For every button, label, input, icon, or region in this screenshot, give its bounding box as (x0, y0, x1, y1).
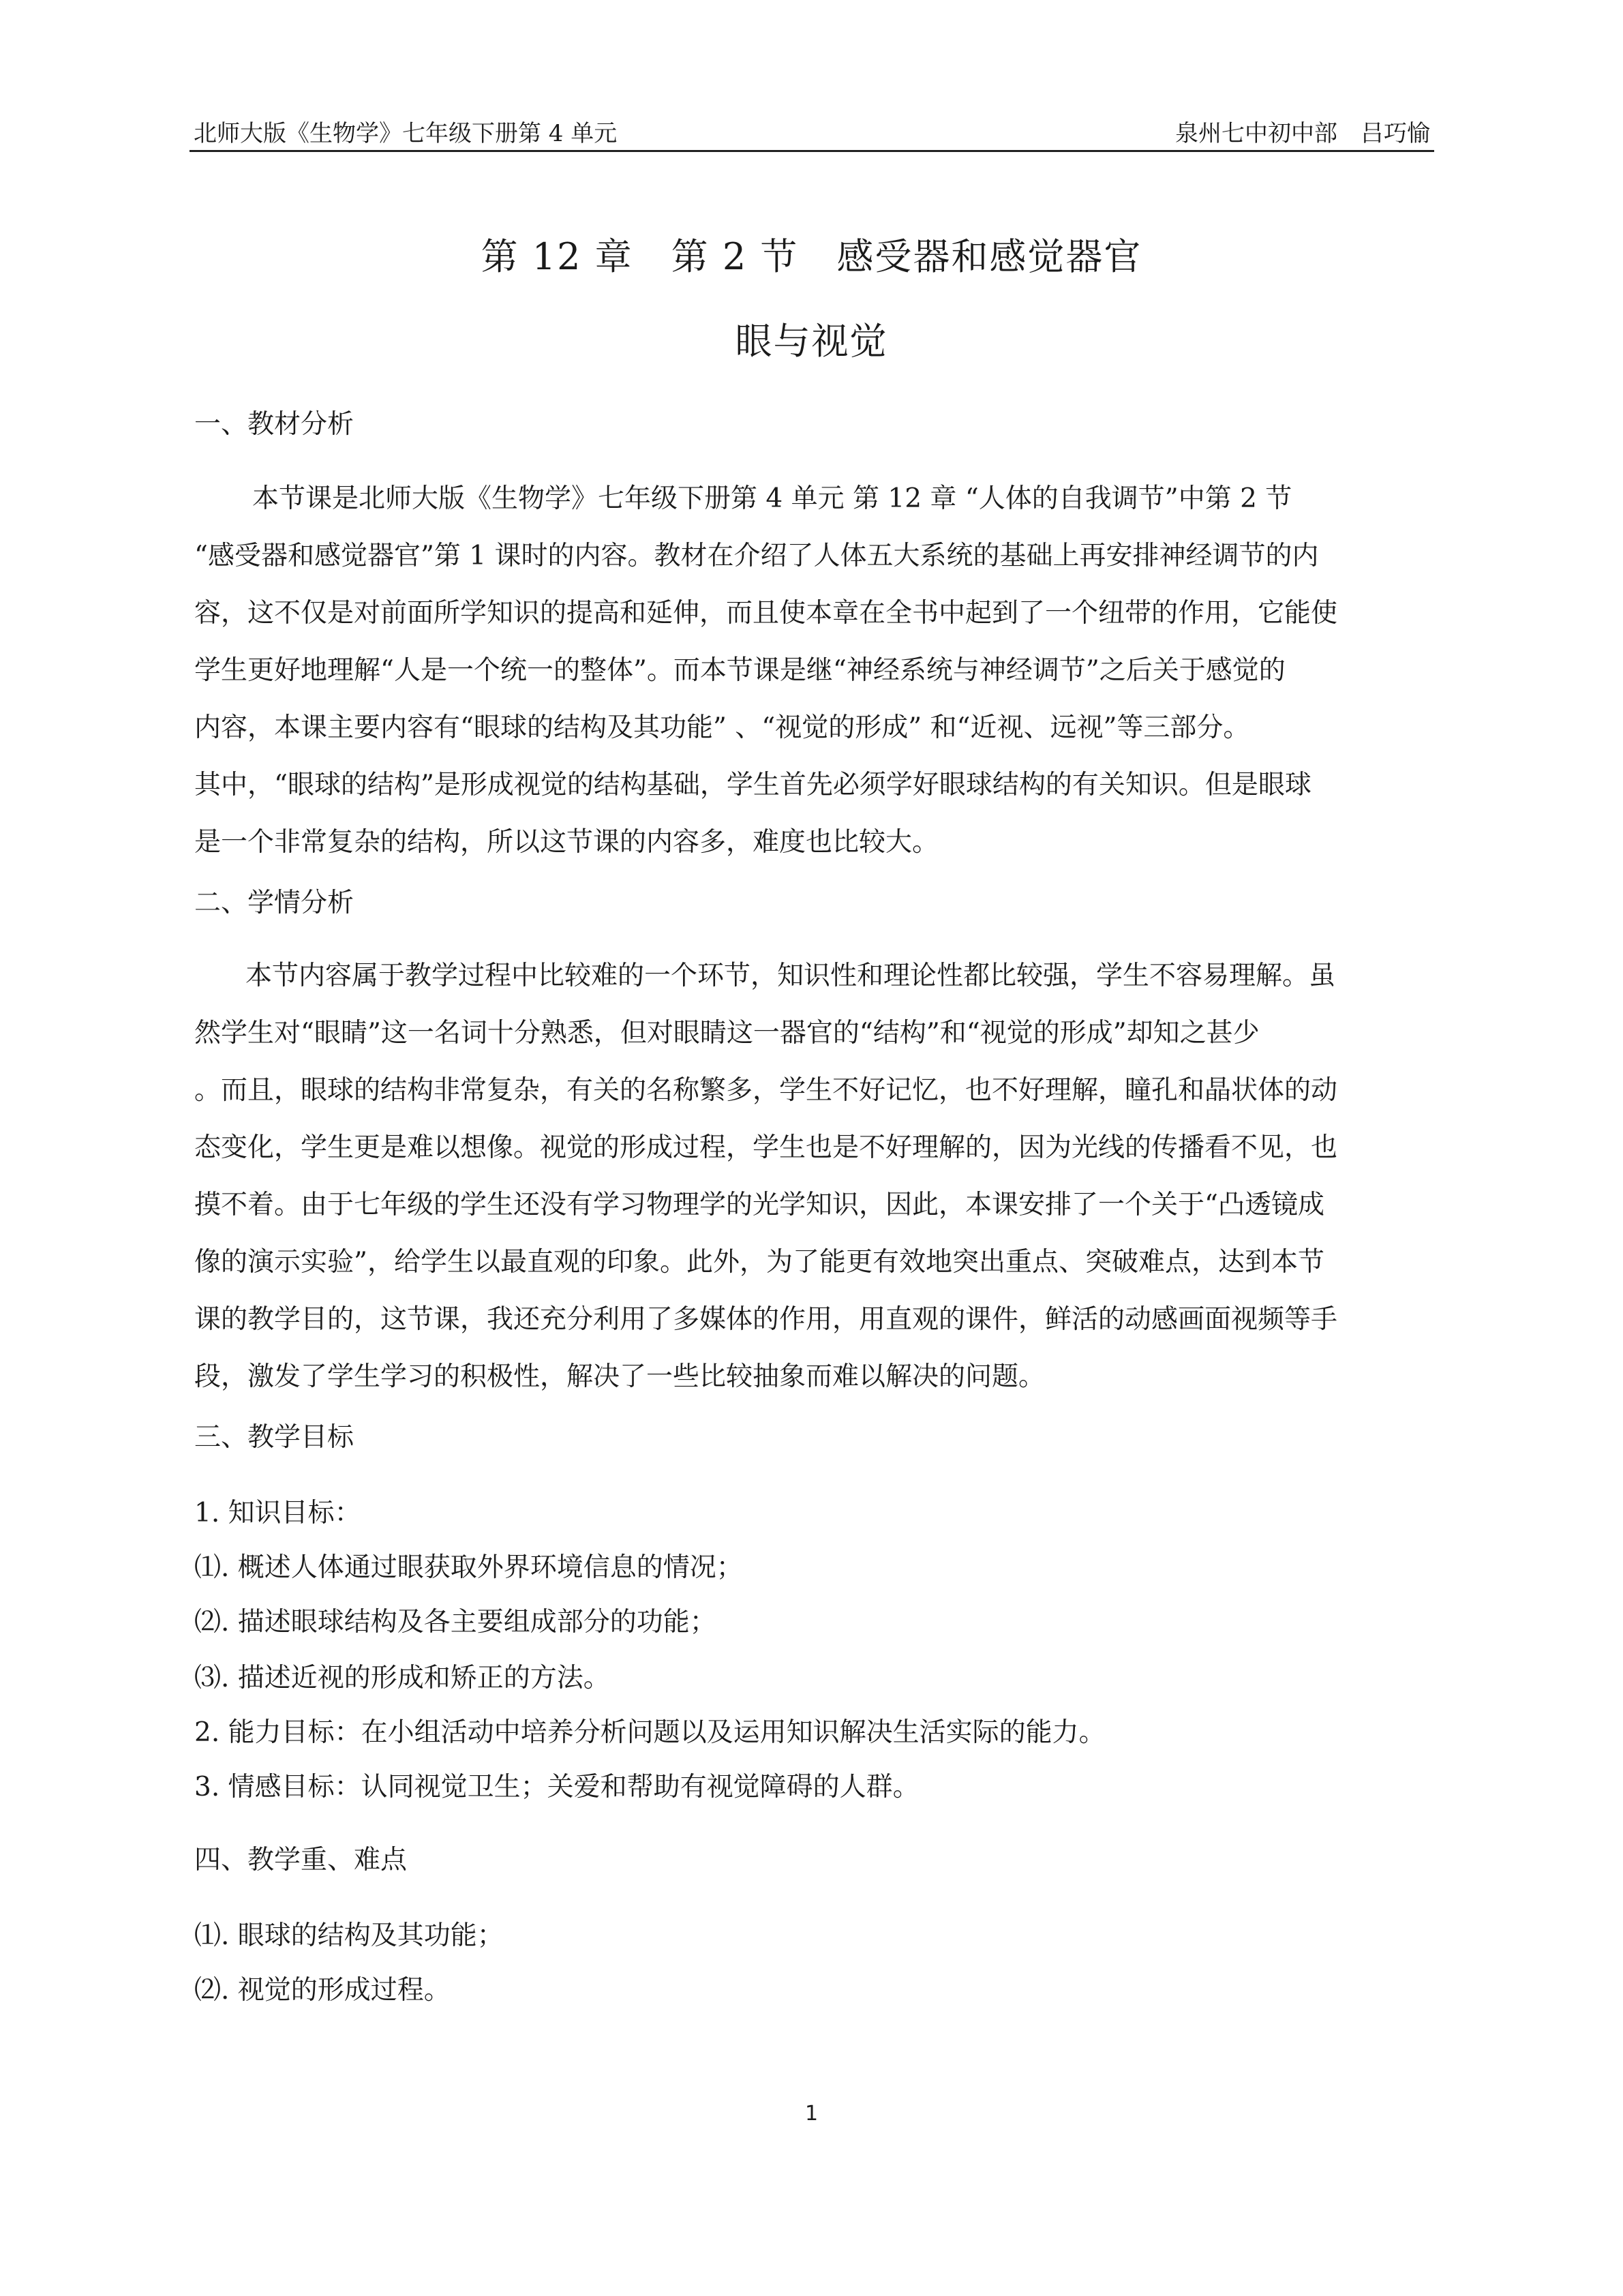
paragraph-line: 内容，本课主要内容有“眼球的结构及其功能” 、“视觉的形成” 和“近视、远视”等三部分。 (194, 712, 1250, 743)
section-heading-teaching-objectives: 三、教学目标 (194, 1422, 354, 1453)
paragraph-line: 本节课是北师大版《生物学》七年级下册第 4 单元 第 12 章 “人体的自我调节”中第 2 节 (252, 483, 1292, 514)
paragraph-line: 。而且，眼球的结构非常复杂，有关的名称繁多，学生不好记忆，也不好理解，瞳孔和晶状体的动 (194, 1075, 1338, 1106)
paragraph-line: 像的演示实验”，给学生以最直观的印象。此外，为了能更有效地突出重点、突破难点，达到本节 (194, 1247, 1324, 1278)
paragraph-line: 学生更好地理解“人是一个统一的整体”。而本节课是继“神经系统与神经调节”之后关于感觉的 (194, 655, 1286, 686)
paragraph-line: 段，激发了学生学习的积极性，解决了一些比较抽象而难以解决的问题。 (194, 1361, 1046, 1392)
document-title: 第 12 章 第 2 节 感受器和感觉器官 (481, 235, 1142, 278)
objective-item: 2. 能力目标：在小组活动中培养分析问题以及运用知识解决生活实际的能力。 (194, 1717, 1106, 1748)
paragraph-line: 态变化，学生更是难以想像。视觉的形成过程，学生也是不好理解的，因为光线的传播看不见，也 (194, 1132, 1338, 1163)
section-heading-key-difficult-points: 四、教学重、难点 (194, 1845, 408, 1875)
page-header (189, 110, 1434, 152)
section-heading-student-analysis: 二、学情分析 (194, 888, 354, 918)
header-left-text: 北师大版《生物学》七年级下册第 4 单元 (194, 120, 618, 147)
paragraph-line: 其中，“眼球的结构”是形成视觉的结构基础，学生首先必须学好眼球结构的有关知识。但是眼球 (194, 770, 1311, 800)
page-number: 1 (804, 2102, 819, 2126)
objective-item: 3. 情感目标：认同视觉卫生；关爱和帮助有视觉障碍的人群。 (194, 1772, 920, 1802)
paragraph-line: 本节内容属于教学过程中比较难的一个环节，知识性和理论性都比较强，学生不容易理解。虽 (245, 961, 1336, 991)
paragraph-line: 容，这不仅是对前面所学知识的提高和延伸，而且使本章在全书中起到了一个纽带的作用，它能使 (194, 598, 1338, 629)
objective-item: ⑵. 描述眼球结构及各主要组成部分的功能； (194, 1607, 716, 1637)
objective-item: ⑴. 概述人体通过眼获取外界环境信息的情况； (194, 1552, 743, 1583)
paragraph-textbook-analysis (194, 470, 1428, 871)
paragraph-student-analysis (194, 948, 1428, 1406)
header-right-text: 泉州七中初中部 吕巧愉 (1175, 120, 1430, 147)
paragraph-line: 课的教学目的，这节课，我还充分利用了多媒体的作用，用直观的课件，鲜活的动感画面视频等手 (194, 1304, 1338, 1335)
key-point-item: ⑴. 眼球的结构及其功能； (194, 1920, 504, 1951)
paragraph-line: “感受器和感觉器官”第 1 课时的内容。教材在介绍了人体五大系统的基础上再安排神经调节的内 (194, 541, 1319, 571)
document-subtitle: 眼与视觉 (735, 320, 888, 363)
objective-item: 1. 知识目标： (194, 1498, 361, 1528)
paragraph-line: 然学生对“眼睛”这一名词十分熟悉，但对眼睛这一器官的“结构”和“视觉的形成”却知之甚少 (194, 1018, 1260, 1048)
paragraph-line: 摸不着。由于七年级的学生还没有学习物理学的光学知识，因此，本课安排了一个关于“凸透镜成 (194, 1190, 1324, 1220)
key-point-item: ⑵. 视觉的形成过程。 (194, 1975, 451, 2006)
paragraph-line: 是一个非常复杂的结构，所以这节课的内容多，难度也比较大。 (194, 827, 939, 858)
section-heading-textbook-analysis: 一、教材分析 (194, 409, 354, 440)
objective-item: ⑶. 描述近视的形成和矫正的方法。 (194, 1663, 610, 1693)
